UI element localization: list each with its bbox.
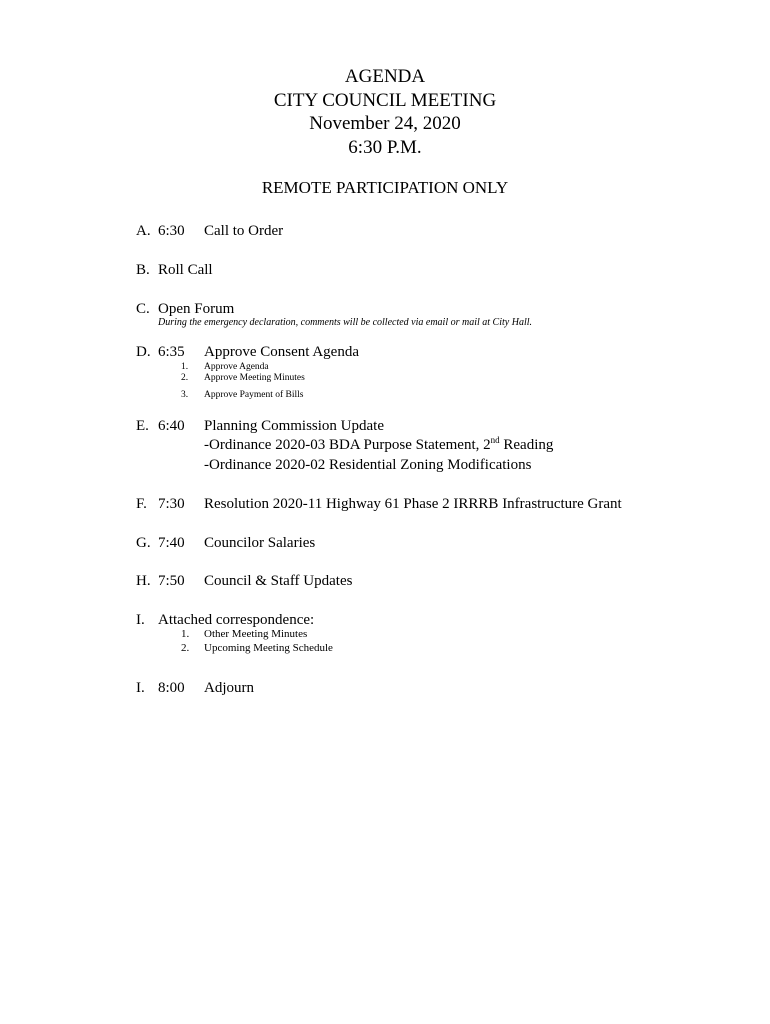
item-title: Adjourn [204, 680, 254, 696]
item-title: Open Forum [158, 301, 235, 317]
item-time: 8:00 [158, 680, 185, 696]
remote-participation-notice: REMOTE PARTICIPATION ONLY [261, 178, 509, 197]
open-forum-note: During the emergency declaration, comments will be collected via email or mail at City Hall. [158, 317, 532, 328]
meeting-date: November 24, 2020 [309, 113, 461, 134]
agenda-header [0, 65, 770, 159]
item-letter: H. [136, 573, 151, 589]
item-title: Call to Order [204, 223, 284, 239]
item-letter: C. [136, 301, 150, 317]
item-letter: B. [136, 262, 150, 278]
item-title: Councilor Salaries [204, 535, 316, 551]
item-letter: E. [136, 418, 149, 434]
item-title: Approve Consent Agenda [204, 344, 359, 360]
item-time: 6:35 [158, 344, 185, 360]
item-time: 7:40 [158, 535, 185, 551]
item-letter: F. [136, 496, 147, 512]
item-time: 6:40 [158, 418, 185, 434]
item-letter: I. [136, 680, 145, 696]
item-title: Planning Commission Update [204, 418, 384, 434]
agenda-page: AGENDA CITY COUNCIL MEETING November 24, 2020 6:30 P.M. REMOTE PARTICIPATION ONLY A. 6:30 Call to Order B. Roll Call C. Open Forum During the emergency declaration, comments will be collected via email or mail at City Hall. D. 6:35 Approve Consent Agenda 1. Approve Agenda 2. Approve Meeting Minutes 3. Approve Payment of Bills E. 6:40 Planning Commission Update -Ordinance 2020-03 BDA Purpose Statement, 2nd Reading -Ordinance 2020-02 Residential Zoning Modifications F. 7:30 Resolution 2020-11 Highway 61 Phase 2 IRRRB Infrastructure Grant G. 7:40 Councilor Salaries H. 7:50 Council & Staff Updates I. Attached correspondence: 1. Other Meeting Minutes 2. Upcoming Meeting Schedule I. 8:00 Adjourn [0, 0, 770, 1024]
meeting-time: 6:30 P.M. [348, 136, 422, 158]
agenda-title: AGENDA [344, 66, 426, 87]
item-title: Council & Staff Updates [204, 573, 353, 589]
item-letter: G. [136, 535, 151, 551]
item-time: 7:50 [158, 573, 185, 589]
item-letter: A. [136, 223, 151, 239]
item-letter: D. [136, 344, 151, 360]
item-time: 7:30 [158, 496, 185, 512]
item-title: Attached correspondence: [158, 612, 315, 628]
item-letter: I. [136, 612, 145, 628]
item-title: Roll Call [158, 262, 213, 278]
item-time: 6:30 [158, 223, 185, 239]
item-title: Resolution 2020-11 Highway 61 Phase 2 IRRRB Infrastructure Grant [204, 496, 622, 512]
meeting-name: CITY COUNCIL MEETING [273, 89, 497, 111]
